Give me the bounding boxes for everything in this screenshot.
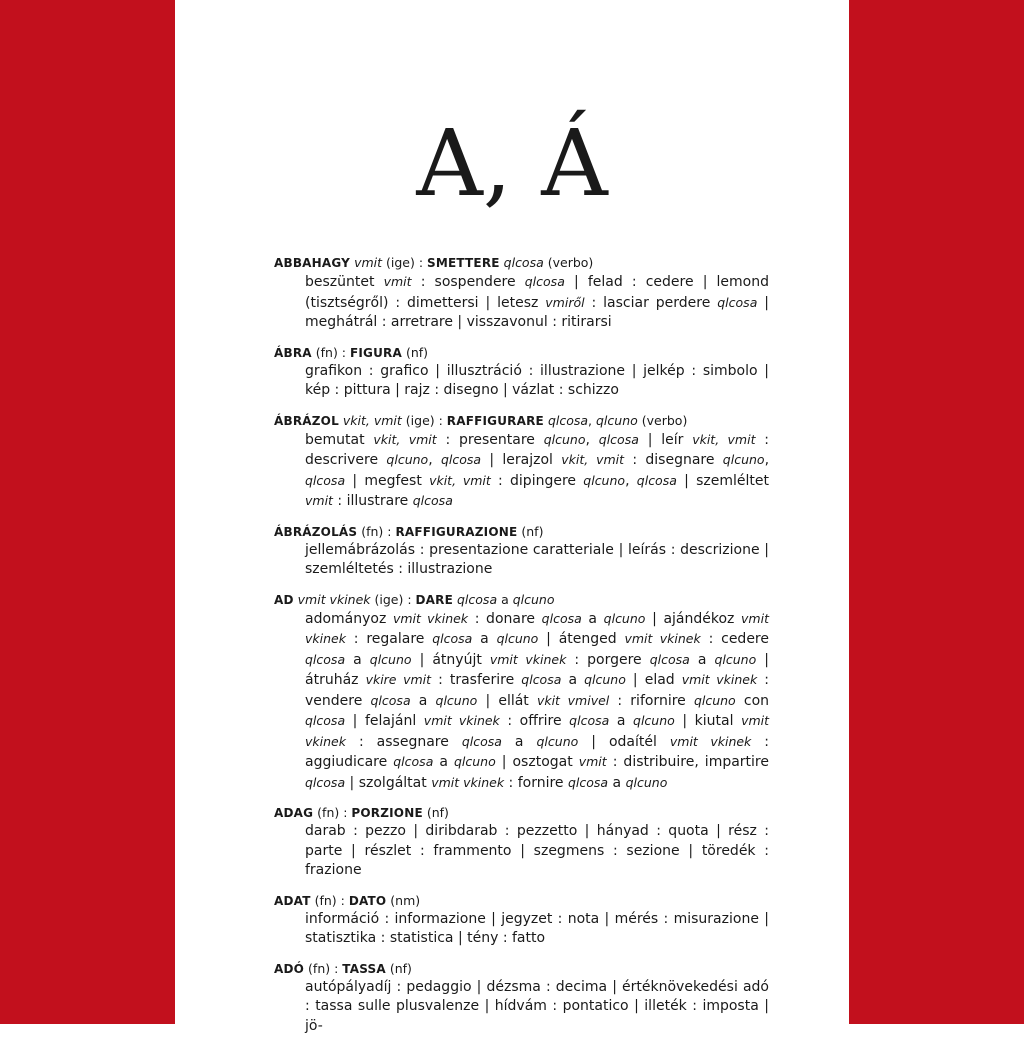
grammar-note-text: vmiről (545, 294, 585, 310)
headword-text: ADAT (274, 893, 311, 908)
entry-text: | ellát (477, 692, 537, 709)
grammar-note-text: qlcuno (596, 412, 638, 428)
entry-text: : porgere (566, 651, 650, 668)
entry-text: jellemábrázolás : presentazione caratteriale | leírás : descrizione | szemléltetés : illustrazione (305, 541, 769, 577)
grammar-note-text: qlcosa (598, 431, 639, 447)
grammar-note-text: qlcuno (453, 754, 496, 769)
grammar-note-text: qlcosa (636, 472, 677, 488)
entry-text: | átenged (538, 631, 625, 647)
headword-text: RAFFIGURARE (446, 413, 544, 428)
entry-text: , (764, 452, 770, 468)
grammar-note-text: qlcosa (305, 774, 346, 790)
entry-text: : sospendere (411, 274, 525, 290)
grammar-note-text: qlcosa (412, 493, 453, 508)
entry-text: bemutat (305, 431, 374, 448)
grammar-note-text: vkit, vmit (342, 412, 402, 428)
entry-text: : regalare (345, 631, 433, 647)
entry-headword-line (274, 523, 769, 541)
dictionary-entry (274, 804, 769, 881)
entry-text: | szolgáltat (345, 774, 432, 791)
entry-text: | megfest (345, 472, 430, 489)
headword-text: ÁBRÁZOLÁS (274, 524, 358, 539)
entry-text: : disegnare (624, 452, 723, 468)
entry-text: | felajánl (345, 713, 424, 729)
entry-text: a (497, 591, 513, 607)
right-red-band (849, 0, 1024, 1024)
grammar-note-text: qlcosa (305, 651, 346, 667)
grammar-note-text: qlcuno (633, 713, 675, 728)
headword-text: ADÓ (274, 961, 305, 976)
entry-text: : fornire (504, 774, 568, 791)
entry-definition (274, 978, 769, 1037)
entry-definition (274, 541, 769, 580)
grammar-note-text: vmit vkinek (681, 672, 758, 687)
grammar-note-text: vmit vkinek (305, 610, 769, 646)
headword-text: ÁBRÁZOL (274, 413, 339, 428)
entry-text: a (561, 672, 585, 688)
grammar-note-text: qlcuno (625, 774, 668, 790)
grammar-note-text: qlcuno (584, 672, 626, 687)
entry-text: : vendere (305, 672, 770, 709)
entry-text: : donare (468, 610, 542, 627)
entry-text: | átruház (305, 651, 770, 688)
grammar-note-text: qlcosa (567, 774, 609, 790)
entry-text: (ige) : (370, 591, 416, 607)
entry-text: : illustrare (332, 493, 413, 509)
grammar-note-text: vmit vkinek (624, 631, 701, 646)
entry-text: | odaítél (578, 733, 670, 750)
entry-definition (274, 430, 769, 512)
grammar-note-text: vkit, vmit (561, 452, 625, 467)
grammar-note-text: qlcuno (603, 610, 646, 626)
section-letter-heading: A, Á (416, 110, 608, 217)
entry-text: a (472, 631, 497, 647)
left-red-band (0, 0, 175, 1024)
grammar-note-text: vmit (383, 274, 412, 289)
grammar-note-text: vmit vkinek (423, 713, 500, 728)
dictionary-entry (274, 591, 769, 794)
headword-text: ADAG (274, 806, 314, 820)
entry-text: (ige) : (401, 412, 447, 428)
entry-text: autópályadíj : pedaggio | dézsma : decima | értéknövekedési adó : tassa sulle plusvalenze | hídvám : pontatico | illeték : imposta | jö- (305, 978, 769, 1034)
entry-text: (fn) : (310, 892, 349, 908)
entry-text: (fn) : (311, 344, 350, 360)
headword-text: ABBAHAGY (274, 256, 351, 270)
entry-text: a (433, 754, 454, 770)
grammar-note-text: qlcuno (714, 651, 757, 667)
entry-text: : descrivere (305, 431, 770, 468)
entry-text: : aggiudicare (305, 733, 769, 770)
entry-text: információ : informazione | jegyzet : nota | mérés : misurazione | statisztika : statistica | tény : fatto (305, 910, 769, 946)
grammar-note-text: qlcosa (305, 713, 346, 728)
entry-text: a (581, 610, 604, 627)
grammar-note-text: vkit, vmit (692, 431, 756, 447)
grammar-note-text: qlcosa (524, 274, 565, 289)
grammar-note-text: qlcuno (536, 733, 579, 749)
entry-headword-line (274, 344, 769, 362)
entry-text: | kiutal (674, 713, 742, 729)
grammar-note-text: qlcosa (547, 412, 589, 428)
grammar-note-text: qlcosa (461, 733, 502, 749)
entry-text: : trasferire (431, 672, 522, 688)
entry-text: | elad (625, 672, 682, 688)
grammar-note-text: qlcuno (369, 651, 412, 667)
headword-text: DARE (415, 592, 454, 607)
grammar-note-text: qlcuno (496, 631, 539, 646)
entry-text: | osztogat (495, 754, 579, 770)
grammar-note-text: qlcosa (521, 672, 562, 687)
grammar-note-text: vmit (578, 754, 607, 769)
grammar-note-text: qlcosa (503, 255, 544, 270)
entry-text: : cedere (700, 631, 769, 647)
grammar-note-text: vkit vmivel (536, 692, 610, 708)
grammar-note-text: qlcuno (693, 692, 736, 708)
entry-text: (verbo) (543, 255, 594, 270)
grammar-note-text: qlcosa (649, 651, 690, 667)
entry-text: beszüntet (305, 274, 384, 290)
entry-text: | lerajzol (481, 452, 562, 468)
dictionary-entry (274, 412, 769, 512)
grammar-note-text: qlcosa (305, 472, 346, 488)
dictionary-entry (274, 960, 769, 1037)
entry-text: : distribuire, impartire (606, 754, 769, 770)
entry-text: adományoz (305, 610, 393, 627)
grammar-note-text: qlcuno (722, 452, 765, 467)
entry-text: (nf) (401, 344, 429, 360)
grammar-note-text: qlcosa (717, 294, 758, 310)
entry-definition (274, 910, 769, 949)
grammar-note-text: vkit, vmit (429, 472, 491, 488)
entry-text: a (689, 651, 715, 668)
grammar-note-text: qlcosa (370, 692, 411, 708)
entry-list (274, 254, 769, 1047)
grammar-note-text: vmit vkinek (297, 591, 371, 607)
entry-headword-line (274, 804, 769, 822)
headword-text: RAFFIGURAZIONE (395, 524, 518, 539)
entry-headword-line (274, 591, 769, 609)
grammar-note-text: vkire vmit (365, 672, 432, 687)
dictionary-entry (274, 523, 769, 580)
entry-text: | felad : cedere | lemond (tisztségről) : dimettersi | letesz (305, 274, 769, 311)
entry-text: a (609, 713, 634, 729)
grammar-note-text: qlcuno (512, 591, 555, 607)
grammar-note-text: qlcosa (440, 452, 482, 467)
entry-definition (274, 362, 769, 401)
grammar-note-text: vmit vkinek (489, 651, 567, 667)
dictionary-page (175, 0, 849, 1034)
entry-text: a (501, 733, 537, 750)
entry-text: : dipingere (490, 472, 584, 489)
entry-text: | átnyújt (411, 651, 490, 668)
entry-text: : assegnare (345, 733, 462, 750)
grammar-note-text: qlcosa (457, 591, 498, 607)
entry-text: (ige) : (382, 255, 427, 270)
entry-text: (fn) : (357, 523, 396, 539)
entry-text: a (345, 651, 370, 668)
grammar-note-text: vmit vkinek (431, 774, 505, 790)
grammar-note-text: vmit vkinek (669, 733, 752, 749)
grammar-note-text: qlcuno (435, 692, 478, 708)
entry-text: | leír (638, 431, 693, 448)
entry-definition (274, 272, 769, 333)
grammar-note-text: vmit vkinek (305, 713, 770, 749)
entry-text: (nf) (385, 960, 412, 976)
grammar-note-text: vmit vkinek (392, 610, 469, 626)
dictionary-entry (274, 344, 769, 401)
entry-text: , (428, 452, 441, 468)
grammar-note-text: qlcosa (393, 754, 434, 769)
entry-text: , (625, 472, 637, 489)
entry-text: | ajándékoz (645, 610, 742, 627)
entry-text: con (735, 692, 770, 709)
headword-text: PORZIONE (351, 806, 423, 820)
entry-text: (fn) : (304, 960, 343, 976)
grammar-note-text: qlcuno (543, 431, 586, 447)
entry-headword-line (274, 412, 769, 430)
entry-text: : offrire (499, 713, 570, 729)
entry-definition (274, 609, 769, 794)
entry-definition (274, 822, 769, 881)
headword-text: SMETTERE (427, 256, 500, 270)
dictionary-entry (274, 892, 769, 949)
headword-text: TASSA (342, 961, 386, 976)
grammar-note-text: vmit (305, 493, 333, 508)
grammar-note-text: vkit, vmit (373, 431, 437, 447)
entry-text: grafikon : grafico | illusztráció : illustrazione | jelkép : simbolo | kép : pittura | rajz : disegno | vázlat : schizzo (305, 362, 769, 398)
entry-text: | meghátrál : arretrare | visszavonul : ritirarsi (305, 294, 769, 330)
entry-text: , (588, 412, 596, 428)
entry-text: (fn) : (313, 805, 352, 820)
headword-text: FIGURA (349, 345, 402, 360)
grammar-note-text: qlcosa (569, 713, 610, 728)
entry-text: (nm) (386, 892, 421, 908)
grammar-note-text: qlcuno (386, 452, 429, 467)
entry-text: : lasciar perdere (584, 294, 718, 311)
entry-text: : rifornire (609, 692, 694, 709)
grammar-note-text: qlcosa (541, 610, 582, 626)
entry-text: : presentare (436, 431, 544, 448)
grammar-note-text: vmit (354, 255, 383, 270)
entry-text: a (608, 774, 626, 791)
headword-text: DATO (348, 893, 387, 908)
entry-headword-line (274, 892, 769, 910)
headword-text: ÁBRA (274, 345, 312, 360)
entry-text: (nf) (517, 523, 544, 539)
headword-text: AD (274, 592, 294, 607)
entry-text: , (585, 431, 599, 448)
grammar-note-text: qlcuno (583, 472, 626, 488)
entry-text: darab : pezzo | diribdarab : pezzetto | hányad : quota | rész : parte | részlet : frammento | szegmens : sezione | töredék : frazione (305, 823, 769, 878)
grammar-note-text: qlcosa (432, 631, 473, 646)
entry-headword-line (274, 960, 769, 978)
entry-text: (verbo) (637, 412, 688, 428)
entry-headword-line (274, 254, 769, 272)
entry-text: a (410, 692, 436, 709)
entry-text: (nf) (422, 805, 449, 820)
entry-text: | szemléltet (676, 472, 770, 489)
dictionary-entry (274, 254, 769, 333)
